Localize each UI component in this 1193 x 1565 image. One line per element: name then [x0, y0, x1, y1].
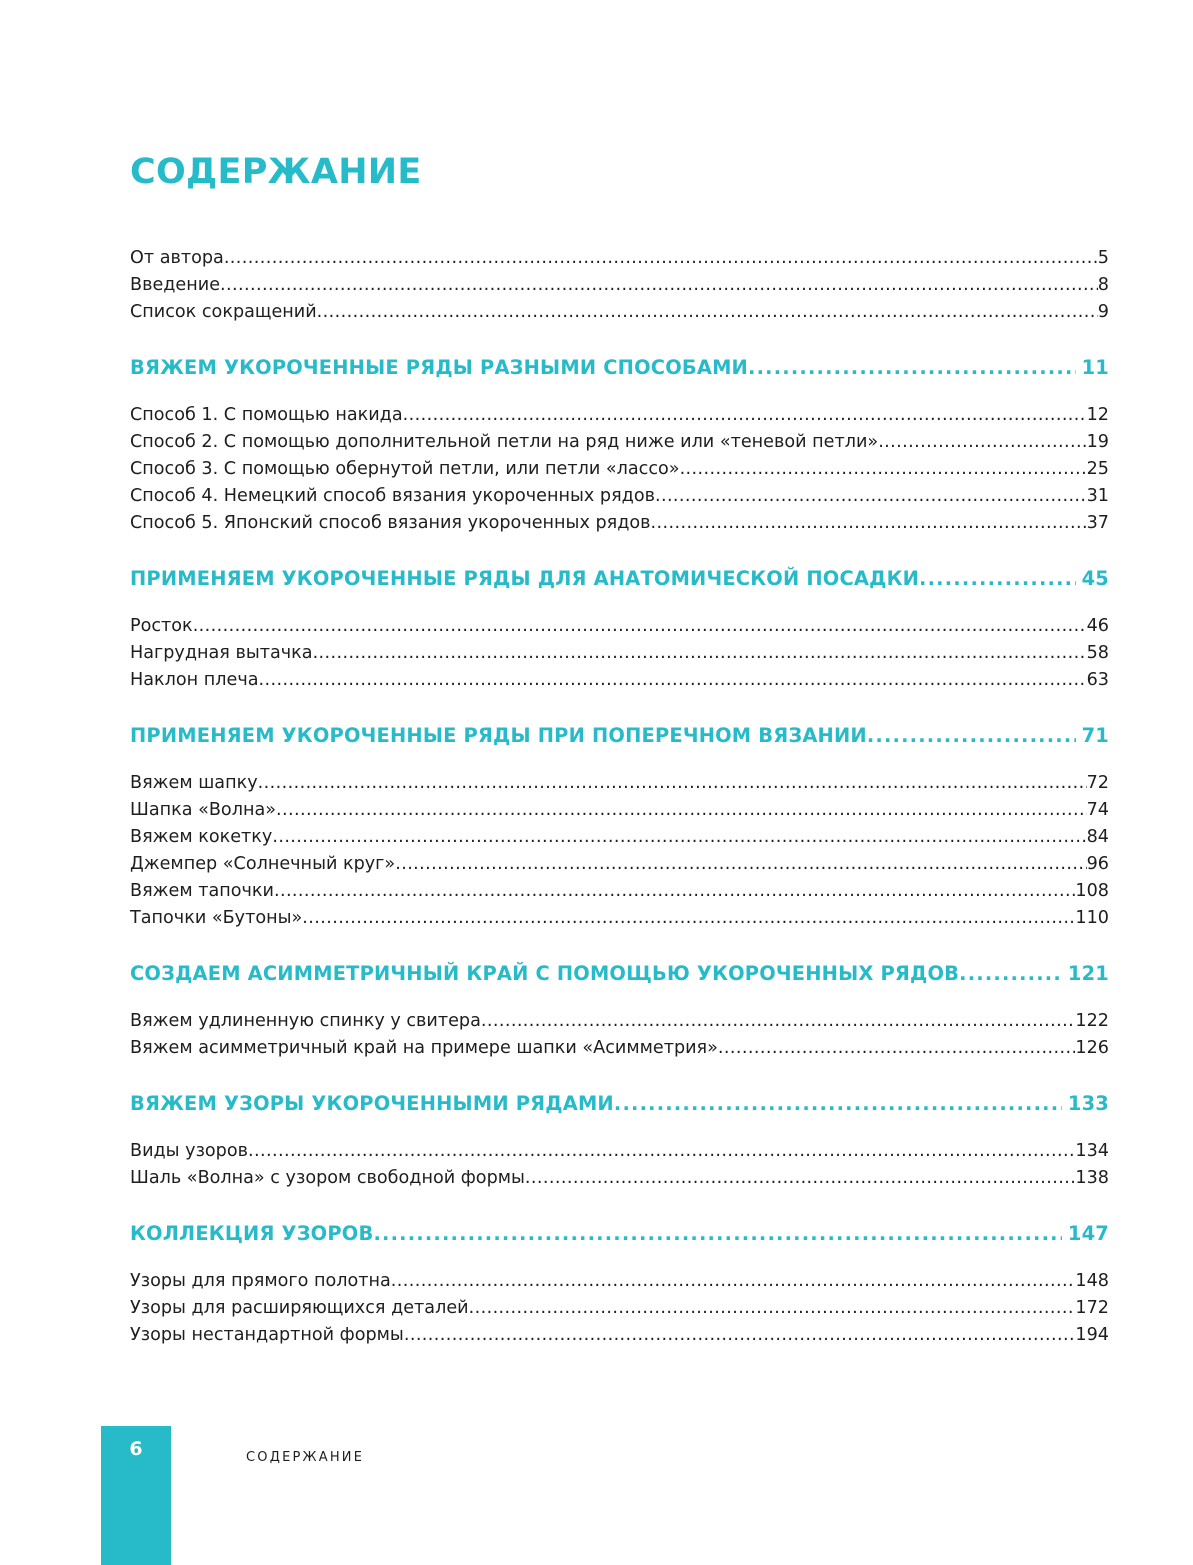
toc-section-page: 121	[1067, 962, 1109, 985]
toc-entry-page: 84	[1086, 827, 1109, 847]
toc-section-heading	[130, 1219, 1109, 1249]
toc-section-heading	[130, 353, 1109, 383]
dot-leader	[193, 613, 1087, 640]
toc-entry	[130, 510, 1109, 537]
dot-leader	[276, 797, 1087, 824]
toc-section-page: 45	[1081, 567, 1109, 590]
toc-entry	[130, 905, 1109, 932]
toc-entry	[130, 878, 1109, 905]
toc-section-heading	[130, 721, 1109, 751]
toc-entry	[130, 1035, 1109, 1062]
toc-entry-page: 138	[1075, 1168, 1109, 1188]
toc-entry-page: 108	[1075, 881, 1109, 901]
toc-entry-label: Росток	[130, 616, 193, 636]
spacer	[130, 1249, 1109, 1268]
dot-leader	[748, 353, 1076, 383]
toc-entry-label: Узоры для расширяющихся деталей	[130, 1298, 469, 1318]
toc-entry-page: 126	[1075, 1038, 1109, 1058]
toc-section-title: ВЯЖЕМ УЗОРЫ УКОРОЧЕННЫМИ РЯДАМИ	[130, 1092, 614, 1115]
toc-entry-page: 5	[1097, 248, 1109, 268]
toc-section-heading	[130, 1089, 1109, 1119]
spacer	[130, 932, 1109, 959]
toc-entry	[130, 613, 1109, 640]
dot-leader	[220, 272, 1098, 299]
spacer	[130, 1062, 1109, 1089]
toc-entry-page: 37	[1086, 513, 1109, 533]
toc-entry-label: Тапочки «Бутоны»	[130, 908, 303, 928]
toc-entry-page: 148	[1075, 1271, 1109, 1291]
dot-leader	[959, 959, 1062, 989]
toc-entry-label: От автора	[130, 248, 224, 268]
toc-section-title: КОЛЛЕКЦИЯ УЗОРОВ	[130, 1222, 374, 1245]
toc-entry	[130, 1008, 1109, 1035]
toc-entry-page: 194	[1075, 1325, 1109, 1345]
dot-leader	[718, 1035, 1076, 1062]
toc-section-page: 147	[1067, 1222, 1109, 1245]
toc-section-heading	[130, 959, 1109, 989]
toc-entry-page: 110	[1075, 908, 1109, 928]
dot-leader	[272, 824, 1086, 851]
toc-entry-label: Список сокращений	[130, 302, 317, 322]
dot-leader	[919, 564, 1076, 594]
toc-entry-label: Способ 4. Немецкий способ вязания укороченных рядов	[130, 486, 655, 506]
dot-leader	[274, 878, 1075, 905]
toc-entry-page: 74	[1086, 800, 1109, 820]
toc-entry	[130, 1138, 1109, 1165]
toc-section-heading	[130, 564, 1109, 594]
toc-section-title: ПРИМЕНЯЕМ УКОРОЧЕННЫЕ РЯДЫ ПРИ ПОПЕРЕЧНОМ ВЯЗАНИИ	[130, 724, 867, 747]
toc-entry-label: Способ 2. С помощью дополнительной петли на ряд ниже или «теневой петли»	[130, 432, 879, 452]
toc-entry	[130, 483, 1109, 510]
dot-leader	[395, 851, 1086, 878]
toc-entry-page: 25	[1086, 459, 1109, 479]
toc-entry	[130, 245, 1109, 272]
toc-entry-page: 12	[1086, 405, 1109, 425]
toc-entry-page: 122	[1075, 1011, 1109, 1031]
dot-leader	[404, 1322, 1076, 1349]
toc-entry-label: Нагрудная вытачка	[130, 643, 313, 663]
toc-entry-label: Узоры для прямого полотна	[130, 1271, 391, 1291]
toc-entry-label: Введение	[130, 275, 221, 295]
toc-entry	[130, 824, 1109, 851]
toc-entry-label: Способ 5. Японский способ вязания укороченных рядов	[130, 513, 651, 533]
toc-entry-label: Способ 3. С помощью обернутой петли, или петли «лассо»	[130, 459, 680, 479]
dot-leader	[373, 1219, 1061, 1249]
spacer	[130, 1119, 1109, 1138]
toc-entry-page: 134	[1075, 1141, 1109, 1161]
dot-leader	[614, 1089, 1062, 1119]
toc-section-page: 11	[1081, 356, 1109, 379]
spacer	[130, 537, 1109, 564]
dot-leader	[481, 1008, 1076, 1035]
toc-entry-page: 9	[1097, 302, 1109, 322]
toc-entry	[130, 1165, 1109, 1192]
toc-entry-page: 46	[1086, 616, 1109, 636]
toc-entry-label: Наклон плеча	[130, 670, 259, 690]
toc-entry-page: 172	[1075, 1298, 1109, 1318]
dot-leader	[258, 770, 1087, 797]
spacer	[130, 326, 1109, 353]
toc-entry-label: Шаль «Волна» с узором свободной формы	[130, 1168, 525, 1188]
toc-entry-label: Вяжем кокетку	[130, 827, 273, 847]
toc-entry-page: 58	[1086, 643, 1109, 663]
toc-entry-page: 72	[1086, 773, 1109, 793]
dot-leader	[403, 402, 1087, 429]
toc-entry-label: Вяжем асимметричный край на примере шапки «Асимметрия»	[130, 1038, 718, 1058]
toc-entry	[130, 851, 1109, 878]
dot-leader	[259, 667, 1087, 694]
page-number: 6	[129, 1438, 143, 1460]
toc-entry	[130, 1322, 1109, 1349]
spacer	[130, 383, 1109, 402]
toc-entry	[130, 272, 1109, 299]
toc-entry	[130, 299, 1109, 326]
toc-entry	[130, 402, 1109, 429]
toc-entry	[130, 667, 1109, 694]
spacer	[130, 694, 1109, 721]
dot-leader	[651, 510, 1087, 537]
toc-section-title: ПРИМЕНЯЕМ УКОРОЧЕННЫЕ РЯДЫ ДЛЯ АНАТОМИЧЕСКОЙ ПОСАДКИ	[130, 567, 920, 590]
dot-leader	[878, 429, 1086, 456]
toc-entry-page: 63	[1086, 670, 1109, 690]
dot-leader	[680, 456, 1087, 483]
toc-entry-page: 31	[1086, 486, 1109, 506]
toc-entry-page: 8	[1097, 275, 1109, 295]
spacer	[130, 1192, 1109, 1219]
toc-entry-label: Вяжем шапку	[130, 773, 258, 793]
running-head: СОДЕРЖАНИЕ	[246, 1450, 365, 1465]
toc-entry-label: Джемпер «Солнечный круг»	[130, 854, 396, 874]
toc-section-title: СОЗДАЕМ АСИММЕТРИЧНЫЙ КРАЙ С ПОМОЩЬЮ УКОРОЧЕННЫХ РЯДОВ	[130, 962, 960, 985]
spacer	[130, 751, 1109, 770]
table-of-contents	[130, 245, 1109, 1349]
toc-entry	[130, 429, 1109, 456]
dot-leader	[391, 1268, 1076, 1295]
toc-entry	[130, 770, 1109, 797]
dot-leader	[655, 483, 1087, 510]
toc-entry	[130, 797, 1109, 824]
dot-leader	[525, 1165, 1076, 1192]
toc-entry	[130, 1268, 1109, 1295]
dot-leader	[224, 245, 1098, 272]
toc-entry-label: Способ 1. С помощью накида	[130, 405, 403, 425]
toc-entry	[130, 640, 1109, 667]
toc-entry-page: 19	[1086, 432, 1109, 452]
toc-entry	[130, 1295, 1109, 1322]
toc-entry-label: Виды узоров	[130, 1141, 248, 1161]
toc-section-page: 133	[1067, 1092, 1109, 1115]
toc-section-title: ВЯЖЕМ УКОРОЧЕННЫЕ РЯДЫ РАЗНЫМИ СПОСОБАМИ	[130, 356, 748, 379]
dot-leader	[248, 1138, 1075, 1165]
toc-entry-page: 96	[1086, 854, 1109, 874]
page-title: СОДЕРЖАНИЕ	[130, 152, 422, 192]
toc-entry-label: Вяжем удлиненную спинку у свитера	[130, 1011, 481, 1031]
dot-leader	[302, 905, 1075, 932]
spacer	[130, 989, 1109, 1008]
toc-section-page: 71	[1081, 724, 1109, 747]
toc-entry	[130, 456, 1109, 483]
dot-leader	[313, 640, 1087, 667]
dot-leader	[317, 299, 1098, 326]
dot-leader	[867, 721, 1076, 751]
toc-entry-label: Шапка «Волна»	[130, 800, 276, 820]
dot-leader	[469, 1295, 1076, 1322]
toc-entry-label: Вяжем тапочки	[130, 881, 274, 901]
toc-entry-label: Узоры нестандартной формы	[130, 1325, 404, 1345]
spacer	[130, 594, 1109, 613]
